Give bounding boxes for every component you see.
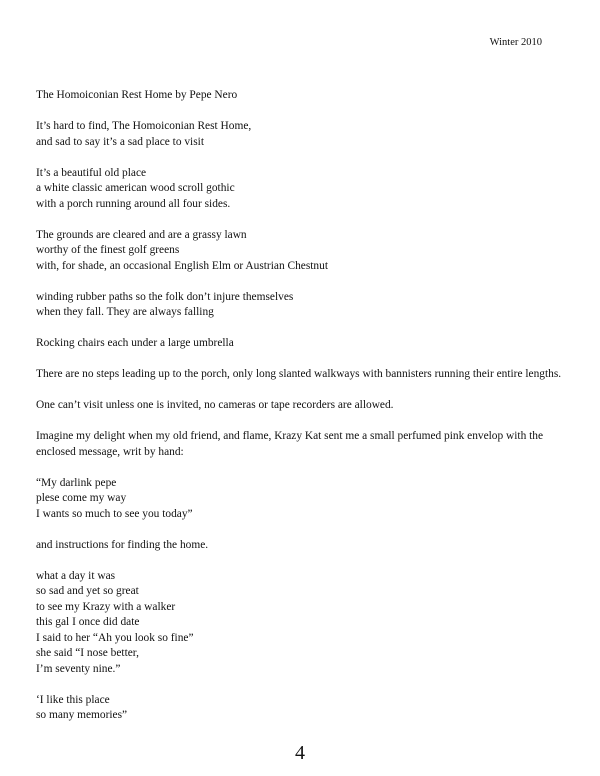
- poem-line: worthy of the finest golf greens: [36, 244, 180, 256]
- issue-date: Winter 2010: [489, 37, 542, 48]
- poem-stanza: [36, 476, 580, 523]
- poem-line: with a porch running around all four sides.: [36, 197, 231, 210]
- poem-line: ‘I like this place: [36, 693, 110, 706]
- poem-line: It’s a beautiful old place: [36, 166, 147, 179]
- poem-line: when they fall. They are always falling: [36, 306, 214, 318]
- poem-stanza: [36, 336, 580, 352]
- poem-line: There are no steps leading up to the porch, only long slanted walkways with bannisters running their entire lengths.: [36, 368, 562, 380]
- poem-line: “My darlink pepe: [36, 476, 117, 489]
- poem-stanza: [36, 367, 580, 383]
- poem-line: plese come my way: [36, 492, 127, 504]
- poem-title-line: The Homoiconian Rest Home by Pepe Nero: [36, 89, 238, 101]
- poem-stanza: [36, 398, 580, 414]
- poem-line: It’s hard to find, The Homoiconian Rest Home,: [36, 120, 252, 132]
- poem-line: with, for shade, an occasional English Elm or Austrian Chestnut: [36, 259, 328, 272]
- poem-line: and instructions for finding the home.: [36, 538, 209, 551]
- poem-stanza: [36, 569, 580, 678]
- poem-line: so sad and yet so great: [36, 585, 139, 597]
- poem-stanza: [36, 228, 580, 275]
- poem-line: enclosed message, writ by hand:: [36, 445, 184, 458]
- poem-title: [36, 88, 580, 104]
- poem-line: The grounds are cleared and are a grassy lawn: [36, 228, 247, 241]
- poem-stanza: [36, 429, 580, 460]
- poem-line: so many memories”: [36, 709, 128, 721]
- poem-line: One can’t visit unless one is invited, no cameras or tape recorders are allowed.: [36, 399, 394, 411]
- poem-line: she said “I nose better,: [36, 647, 139, 659]
- poem-line: I’m seventy nine.”: [36, 662, 121, 675]
- poem-stanza: [36, 538, 580, 554]
- poem-line: Imagine my delight when my old friend, and flame, Krazy Kat sent me a small perfumed pink envelop with the: [36, 430, 544, 442]
- poem-line: Rocking chairs each under a large umbrella: [36, 337, 234, 349]
- poem-stanza: [36, 119, 580, 150]
- poem-body: [36, 88, 580, 739]
- poem-stanza: [36, 166, 580, 213]
- poem-line: this gal I once did date: [36, 616, 140, 628]
- poem-line: a white classic american wood scroll gothic: [36, 182, 235, 194]
- poem-line: winding rubber paths so the folk don’t injure themselves: [36, 290, 294, 303]
- poem-stanza: [36, 290, 580, 321]
- poem-stanzas: [36, 119, 580, 724]
- poem-line: I wants so much to see you today”: [36, 507, 193, 520]
- page-number: 4: [295, 742, 305, 764]
- poem-line: what a day it was: [36, 569, 116, 582]
- poem-stanza: [36, 693, 580, 724]
- poem-line: to see my Krazy with a walker: [36, 600, 176, 613]
- poem-line: and sad to say it’s a sad place to visit: [36, 135, 204, 148]
- poem-line: I said to her “Ah you look so fine”: [36, 631, 194, 644]
